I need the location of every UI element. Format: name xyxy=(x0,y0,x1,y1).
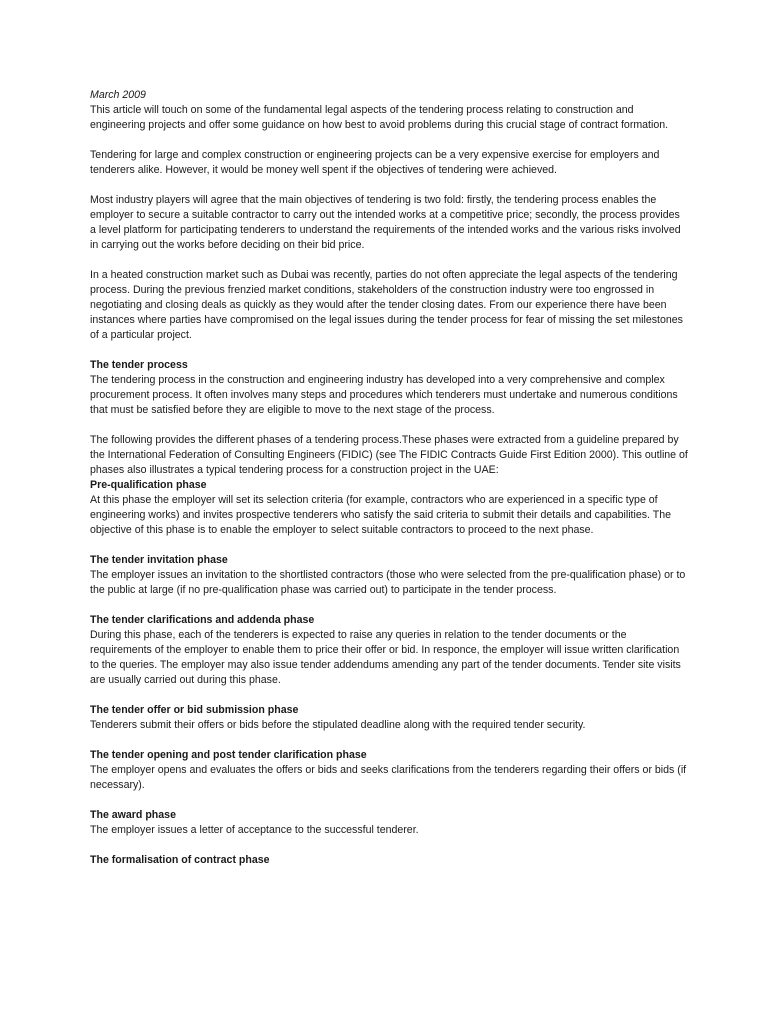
intro-paragraph-3: Most industry players will agree that the main objectives of tendering is two fold: firstly, the tendering process enables the employer to secure a suitable contractor to carry out the intended works at a competitive price; secondly, the process provides a level platform for participating tenderers to understand the requirements of the intended works and the various risks involved in carrying out the works before deciding on their bid price. xyxy=(90,194,681,251)
section-heading-bid-submission: The tender offer or bid submission phase xyxy=(90,704,299,716)
section-heading-tender-invitation: The tender invitation phase xyxy=(90,554,228,566)
tender-process-paragraph-1: The tendering process in the construction and engineering industry has developed into a very comprehensive and complex procurement process. It often involves many steps and procedures which tenderers must undertake and numerous conditions that must be satisfied before they are eligible to move to the next stage of the process. xyxy=(90,374,678,416)
intro-paragraph-4: In a heated construction market such as Dubai was recently, parties do not often appreciate the legal aspects of the tendering process. During the previous frenzied market conditions, stakeholders of the construction industry were too engrossed in negotiating and closing deals as quickly as they would after the tender closing dates. From our experience there have been instances where parties have compromised on the legal issues during the tender process for fear of missing the set milestones of a particular project. xyxy=(90,269,683,341)
tender-opening-paragraph: The employer opens and evaluates the offers or bids and seeks clarifications from the tenderers regarding their offers or bids (if necessary). xyxy=(90,764,687,791)
section-heading-clarifications-addenda: The tender clarifications and addenda phase xyxy=(90,614,315,626)
section-heading-tender-process: The tender process xyxy=(90,359,188,371)
section-heading-pre-qualification: Pre-qualification phase xyxy=(90,479,207,491)
bid-submission-paragraph: Tenderers submit their offers or bids before the stipulated deadline along with the required tender security. xyxy=(90,719,586,731)
document-date: March 2009 xyxy=(90,89,146,101)
tender-invitation-paragraph: The employer issues an invitation to the shortlisted contractors (those who were selected from the pre-qualification phase) or to the public at large (if no pre-qualification phase was carried out) to participate in the tender process. xyxy=(90,569,686,596)
award-paragraph: The employer issues a letter of acceptance to the successful tenderer. xyxy=(90,824,419,836)
document-page xyxy=(90,88,688,868)
intro-paragraph-1: This article will touch on some of the fundamental legal aspects of the tendering process relating to construction and engineering projects and offer some guidance on how best to avoid problems during this crucial stage of contract formation. xyxy=(90,104,669,131)
section-heading-award: The award phase xyxy=(90,809,176,821)
intro-paragraph-2: Tendering for large and complex construction or engineering projects can be a very expensive exercise for employers and tenderers alike. However, it would be money well spent if the objectives of tendering were achieved. xyxy=(90,149,660,176)
pre-qualification-paragraph: At this phase the employer will set its selection criteria (for example, contractors who are experienced in a specific type of engineering works) and invites prospective tenderers who satisfy the said criteria to submit their details and capabilities. The objective of this phase is to enable the employer to select suitable contractors to proceed to the next phase. xyxy=(90,494,671,536)
section-heading-formalisation: The formalisation of contract phase xyxy=(90,854,270,866)
tender-process-paragraph-2: The following provides the different phases of a tendering process.These phases were extracted from a guideline prepared by the International Federation of Consulting Engineers (FIDIC) (see The FIDIC Contracts Guide First Edition 2000). This outline of phases also illustrates a typical tendering process for a construction project in the UAE: xyxy=(90,434,688,476)
clarifications-addenda-paragraph: During this phase, each of the tenderers is expected to raise any queries in relation to the tender documents or the requirements of the employer to enable them to price their offer or bid. In responce, the employer will issue written clarification to the queries. The employer may also issue tender addendums amending any part of the tender documents. Tender site visits are usually carried out during this phase. xyxy=(90,629,681,686)
section-heading-tender-opening: The tender opening and post tender clarification phase xyxy=(90,749,367,761)
